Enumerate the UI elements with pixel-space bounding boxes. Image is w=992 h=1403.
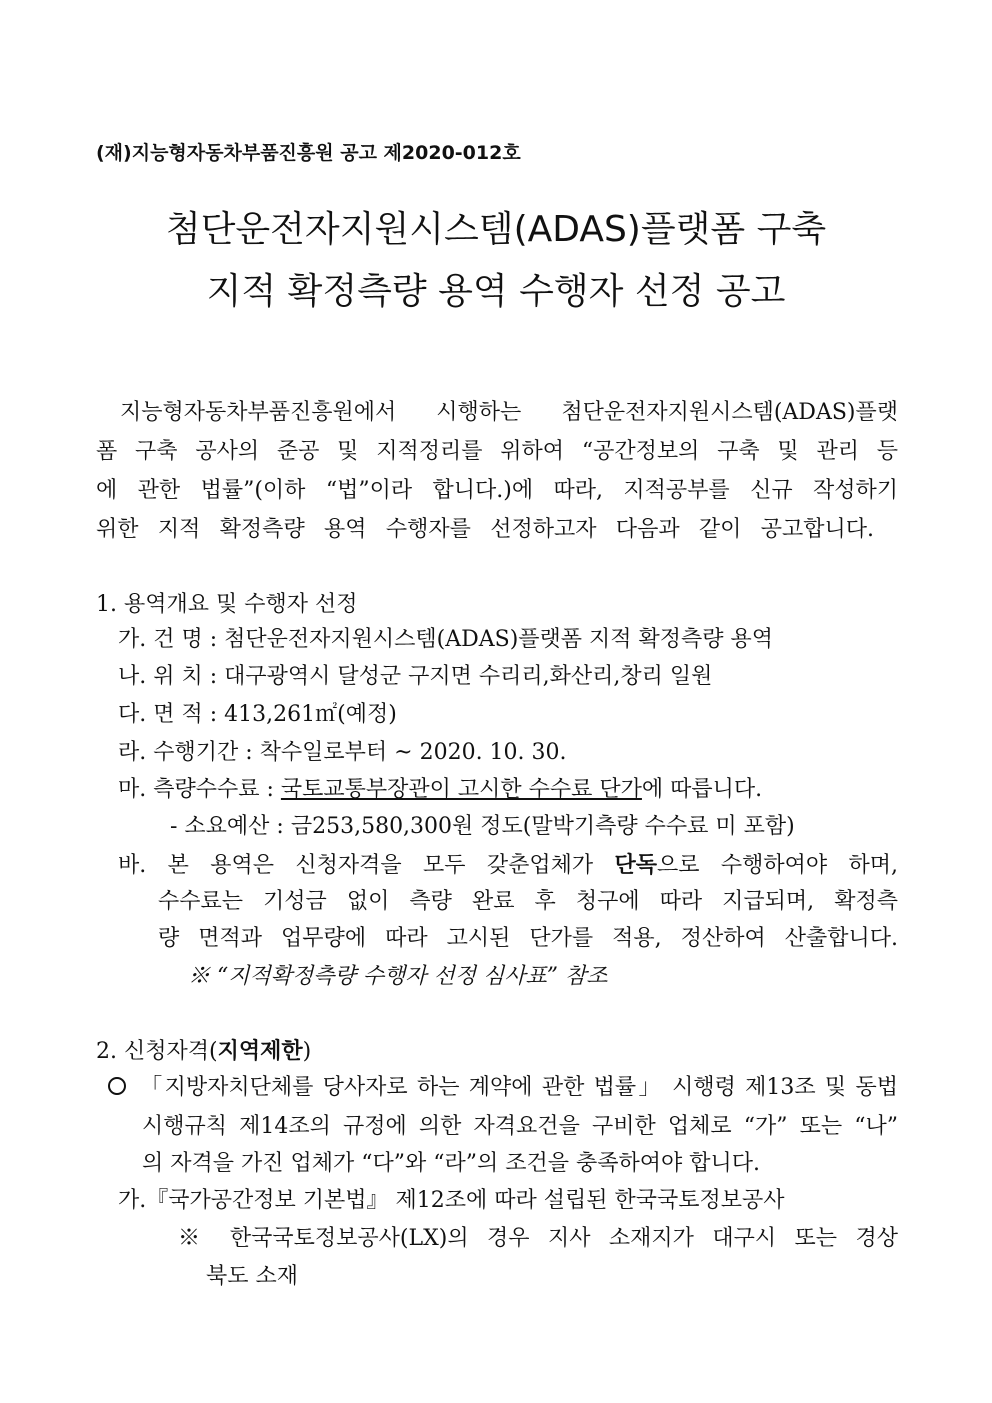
section-1-item-ra: 라. 수행기간 : 착수일로부터 ~ 2020. 10. 30. (118, 740, 567, 765)
section-1-item-ga: 가. 건 명 : 첨단운전자지원시스템(ADAS)플랫폼 지적 확정측량 용역 (118, 627, 774, 652)
bullet-text-1: 「지방자치단체를 당사자로 하는 계약에 관한 법률」 시행령 제13조 및 동법 (138, 1075, 898, 1100)
section-1-item-ma (118, 775, 762, 805)
section-2-ga-note-line-2: 북도 소재 (206, 1264, 299, 1289)
circle-bullet-icon (108, 1077, 126, 1095)
section-1-item-da: 다. 면 적 : 413,261㎡(예정) (118, 702, 397, 727)
section-2-heading (96, 1036, 311, 1067)
section-2-bullet-line-2: 시행규칙 제14조의 규정에 의한 자격요건을 구비한 업체로 “가” 또는 “나” (142, 1114, 898, 1139)
intro-line-1: 지능형자동차부품진흥원에서 시행하는 첨단운전자지원시스템(ADAS)플랫 (120, 400, 898, 425)
intro-line-4: 위한 지적 확정측량 용역 수행자를 선정하고자 다음과 같이 공고합니다. (96, 517, 874, 542)
section-1-item-ba-line-3: 량 면적과 업무량에 따라 고시된 단가를 적용, 정산하여 산출합니다. (158, 926, 898, 951)
section-2-bullet-line-3: 의 자격을 가진 업체가 “다”와 “라”의 조건을 충족하여야 합니다. (142, 1151, 760, 1176)
section-1-item-na: 나. 위 치 : 대구광역시 달성군 구지면 수리리,화산리,창리 일원 (118, 664, 713, 689)
ma-suffix: 에 따릅니다. (641, 777, 763, 802)
section-1-item-ba-line-1 (118, 850, 898, 881)
title-line-1: 첨단운전자지원시스템(ADAS)플랫폼 구축 (165, 209, 827, 250)
heading-bold: 지역제한 (217, 1038, 303, 1064)
section-2-item-ga: 가.『국가공간정보 기본법』 제12조에 따라 설립된 한국국토정보공사 (118, 1188, 785, 1213)
ma-prefix: 마. 측량수수료 : (118, 777, 281, 802)
heading-suffix: ) (302, 1039, 312, 1064)
section-1-budget: - 소요예산 : 금253,580,300원 정도(말박기측량 수수료 미 포함) (170, 814, 795, 839)
intro-line-3: 에 관한 법률”(이하 “법”이라 합니다.)에 따라, 지적공부를 신규 작성하기 (96, 478, 898, 503)
section-1-heading: 1. 용역개요 및 수행자 선정 (96, 592, 358, 617)
notice-number: (재)지능형자동차부품진흥원 공고 제2020-012호 (96, 142, 521, 164)
section-2-ga-note-line-1: ※ 한국국토정보공사(LX)의 경우 지사 소재지가 대구시 또는 경상 (178, 1226, 898, 1251)
section-1-note: ※ “지적확정측량 수행자 선정 심사표” 참조 (188, 964, 608, 989)
section-1-item-ba-line-2: 수수료는 기성금 없이 측량 완료 후 청구에 따라 지급되며, 확정측 (158, 889, 898, 914)
ma-underlined: 국토교통부장관이 고시한 수수료 단가 (280, 777, 642, 802)
ba-bold: 단독 (614, 852, 657, 878)
title-line-2: 지적 확정측량 용역 수행자 선정 공고 (206, 271, 786, 312)
ba-text-a: 바. 본 용역은 신청자격을 모두 갖춘업체가 (118, 853, 615, 878)
heading-prefix: 2. 신청자격( (96, 1039, 218, 1064)
intro-line-2: 폼 구축 공사의 준공 및 지적정리를 위하여 “공간정보의 구축 및 관리 등 (96, 439, 898, 464)
section-2-bullet-line-1 (108, 1073, 898, 1103)
ba-text-b: 으로 수행하여야 하며, (657, 853, 898, 878)
